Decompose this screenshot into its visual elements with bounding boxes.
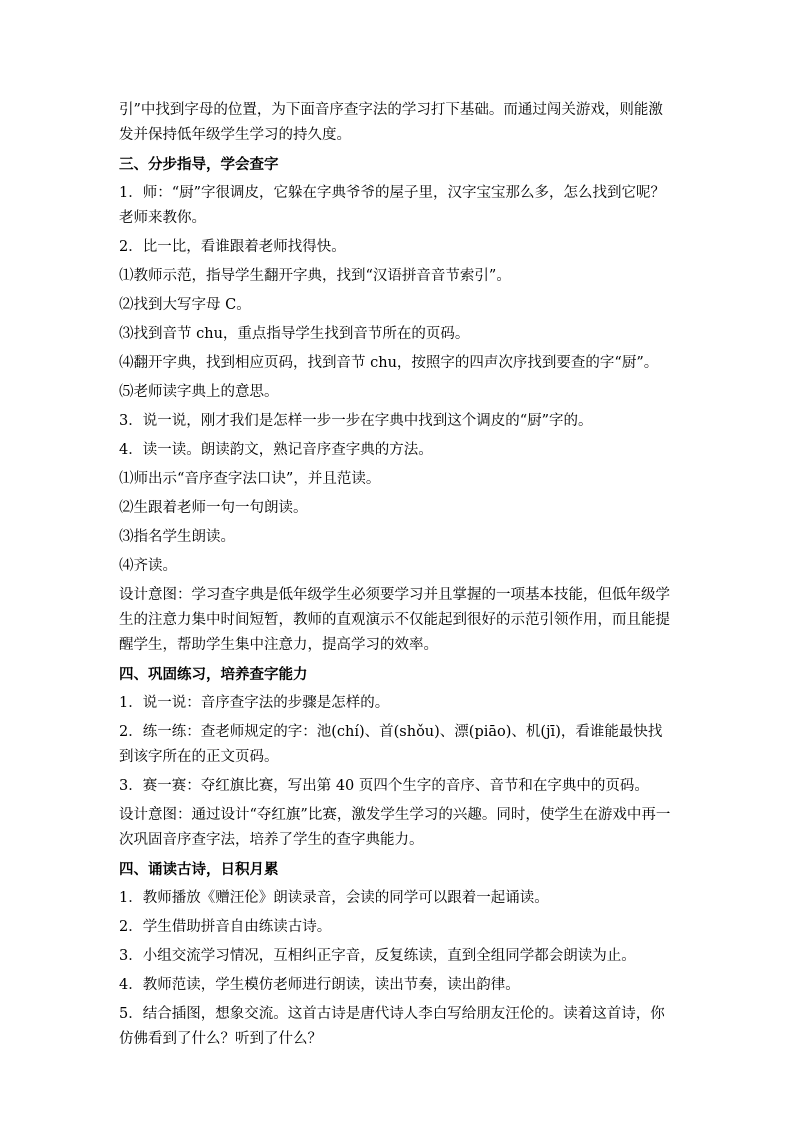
practice-step-1: 1．说一说：音序查字法的步骤是怎样的。 (119, 695, 390, 711)
poem-step-1: 1．教师播放《赠汪伦》朗读录音，会读的同学可以跟着一起诵读。 (119, 890, 549, 906)
poem-step-2: 2．学生借助拼音自由练读古诗。 (119, 919, 332, 935)
section-heading-4a: 四、巩固练习，培养查字能力 (119, 666, 308, 683)
step-2: 2．比一比，看谁跟着老师找得快。 (119, 239, 346, 255)
step-3: 3．说一说，刚才我们是怎样一步一步在字典中找到这个调皮的“厨”字的。 (119, 413, 593, 429)
poem-step-4: 4．教师范读，学生模仿老师进行朗读，读出节奏，读出韵律。 (119, 977, 520, 993)
practice-step-2: 2．练一练：查老师规定的字：池(chí)、首(shǒu)、漂(piāo)、机(jī)，看谁能最快找到该字所在的正文页码。 (119, 724, 663, 765)
substep-4-4: ⑷齐读。 (119, 558, 177, 574)
substep-2: ⑵找到大写字母 C。 (119, 297, 251, 313)
section-heading-3: 三、分步指导，学会查字 (119, 156, 279, 173)
substep-3: ⑶找到音节 chu，重点指导学生找到音节所在的页码。 (119, 326, 470, 342)
substep-4: ⑷翻开字典，找到相应页码，找到音节 chu，按照字的四声次序找到要查的字“厨”。 (119, 355, 659, 371)
substep-5: ⑸老师读字典上的意思。 (119, 384, 279, 400)
practice-step-3: 3．赛一赛：夺红旗比赛，写出第 40 页四个生字的音序、音节和在字典中的页码。 (119, 778, 649, 794)
step-4: 4．读一读。朗读韵文，熟记音序查字典的方法。 (119, 442, 433, 458)
poem-step-3: 3．小组交流学习情况，互相纠正字音，反复练读，直到全组同学都会朗读为止。 (119, 948, 636, 964)
section-heading-4b: 四、诵读古诗，日积月累 (119, 861, 279, 878)
step-1: 1．师：“厨”字很调皮，它躲在字典爷爷的屋子里，汉字宝宝那么多，怎么找到它呢？老师来教你。 (119, 185, 666, 226)
substep-4-2: ⑵生跟着老师一句一句朗读。 (119, 500, 308, 516)
substep-1: ⑴教师示范，指导学生翻开字典，找到“汉语拼音音节索引”。 (119, 268, 511, 284)
design-intent-1: 设计意图：学习查字典是低年级学生必须要学习并且掌握的一项基本技能，但低年级学生的注意力集中时间短暂，教师的直观演示不仅能起到很好的示范引领作用，而且能提醒学生，帮助学生集中注意力，提高学习的效率。 (119, 587, 670, 653)
substep-4-1: ⑴师出示“音序查字法口诀”，并且范读。 (119, 471, 381, 487)
document-page (119, 98, 675, 1056)
paragraph-intro-continued: 引”中找到字母的位置，为下面音序查字法的学习打下基础。而通过闯关游戏，则能激发并保持低年级学生学习的持久度。 (119, 102, 663, 143)
poem-step-5: 5．结合插图，想象交流。这首古诗是唐代诗人李白写给朋友汪伦的。读着这首诗，你仿佛看到了什么？听到了什么？ (119, 1006, 665, 1047)
design-intent-2: 设计意图：通过设计“夺红旗”比赛，激发学生学习的兴趣。同时，使学生在游戏中再一次巩固音序查字法，培养了学生的查字典能力。 (119, 807, 671, 848)
substep-4-3: ⑶指名学生朗读。 (119, 529, 235, 545)
